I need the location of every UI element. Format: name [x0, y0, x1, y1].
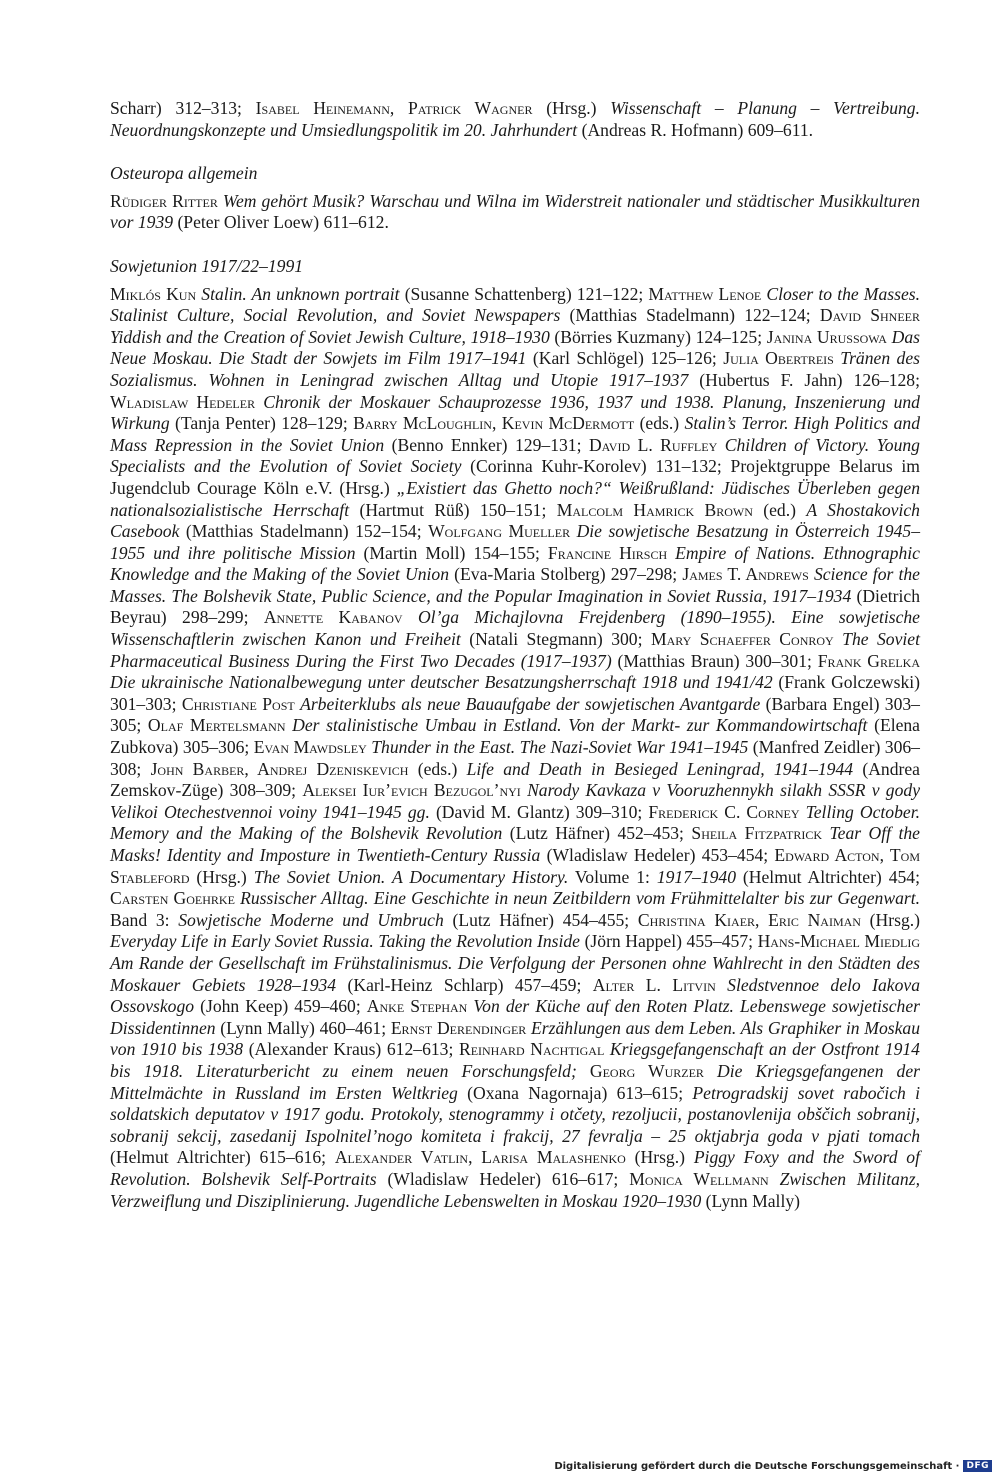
author-name: Wladislaw Hedeler — [110, 391, 256, 412]
author-name: Mary Schaeffer Conroy — [650, 629, 834, 650]
book-title: Das Neue Moskau. Die Stadt der Sowjets im Film 1917–1941 — [110, 326, 920, 369]
citation-text: (John Keep) 459–460; — [194, 996, 367, 1017]
author-name: Anke Stephan — [366, 996, 468, 1017]
citation-text: (Lutz Häfner) 452–453; — [502, 823, 692, 844]
citation-text: (Hrsg.) — [860, 909, 920, 930]
book-title: Tränen des Sozialismus. Wohnen in Leningrad zwischen Alltag und Utopie 1917–1937 — [110, 348, 921, 390]
book-title: Empire of Nations. Ethnographic Knowledge and the Making of the Soviet Union — [110, 542, 920, 585]
author-name: Annette Kabanov — [263, 607, 403, 628]
citation-text: (Helmut Altrichter) 615–616; — [110, 1147, 335, 1168]
citation-text: (Manfred Zeidler) 306–308; — [110, 737, 920, 779]
section-heading-osteuropa-allgemein: Osteuropa allgemein — [110, 163, 258, 184]
citation-text — [667, 543, 675, 563]
citation-text — [716, 975, 727, 995]
author-name: Alter L. Litvin — [592, 974, 716, 995]
citation-text: (Lutz Häfner) 454–455; — [443, 909, 638, 930]
author-name: David Shneer — [819, 305, 920, 326]
book-title: Closer to the Masses. Stalinist Culture, Social Revolution, and Soviet Newspapers — [110, 283, 921, 326]
paragraph-osteuropa-allgemein — [110, 191, 920, 234]
author-name: Miklós Kun — [110, 283, 197, 304]
author-name: Janina Urussowa — [766, 326, 887, 347]
book-title: Thunder in the East. The Nazi-Soviet War 1941–1945 — [371, 737, 749, 758]
citation-text: (Corinna Kuhr-Korolev) 131–132; Projektgruppe Belarus im Jugendclub Courage Köln e.V. (Hrsg.) — [110, 456, 920, 498]
citation-text — [403, 607, 418, 627]
author-name: Isabel Heinemann, Patrick Wagner — [255, 98, 533, 118]
citation-text: (Natali Stegmann) 300; — [460, 629, 651, 650]
citation-text — [769, 1169, 780, 1189]
citation-text: (Andrea Zemskov-Züge) 308–309; — [110, 758, 920, 801]
book-title: Kriegsgefangenschaft an der Ostfront 1914 bis 1918. Literaturbericht zu einem neuen Forschungsfeld; — [110, 1039, 920, 1081]
author-name: Monica Wellmann — [629, 1168, 769, 1189]
book-title: Petrogradskij sovet rabočich i soldatskich deputatov v 1917 godu. Protokoly, stenogrammy i otčety, rezoljucii, postanovlenija obščich sobranij, sobranij sekcij, zasedanij Ispolnitel’nogo komiteta i frakcij, 27 fevralja – 25 oktjabrja goda v pjati tomach — [110, 1082, 920, 1146]
author-name: Wolfgang Mueller — [428, 521, 571, 542]
citation-text — [704, 1061, 717, 1081]
document-page — [110, 98, 920, 1212]
author-name: Christina Kiaer, Eric Naiman — [637, 909, 861, 930]
book-title: Life and Death in Besieged Leningrad, 1941–1944 — [466, 758, 854, 779]
book-title: Ol’ga Michajlovna Frejdenberg (1890–1955). Eine sowjetische Wissenschaftlerin zwischen Kanon und Freiheit — [110, 607, 920, 650]
author-name: Frederick C. Corney — [648, 801, 800, 822]
author-name: Carsten Goehrke — [110, 888, 235, 909]
citation-text: (Hrsg.) — [532, 98, 611, 118]
citation-text: (Hrsg.) — [189, 866, 254, 887]
citation-text: (Matthias Stadelmann) 122–124; — [560, 305, 820, 326]
citation-text: (Andreas R. Hofmann) 609–611. — [577, 119, 814, 140]
citation-text: (Martin Moll) 154–155; — [355, 542, 548, 563]
citation-text: (Wladislaw Hedeler) 616–617; — [376, 1168, 630, 1189]
citation-text: (Dietrich Beyrau) 298–299; — [110, 585, 920, 628]
book-title: Am Rande der Gesellschaft im Frühstalinismus. Die Verfolgung der Personen ohne Wahlrecht in den Städten des Moskauer Gebiets 1928–1934 — [110, 952, 920, 995]
book-title: A Shostakovich Casebook — [110, 499, 920, 542]
footer-credit-text: Digitalisierung gefördert durch die Deutsche Forschungsgemeinschaft · — [554, 1460, 960, 1472]
book-title: Sledstvennoe delo Iakova Ossovskogo — [110, 974, 920, 1017]
citation-text: (Jörn Happel) 455–457; — [580, 931, 758, 952]
citation-text: (Hubertus F. Jahn) 126–128; — [688, 369, 920, 390]
author-name: Olaf Mertelsmann — [147, 715, 286, 736]
book-title: Sowjetische Moderne und Umbruch — [178, 909, 444, 930]
book-title: Stalin. An unknown portrait — [201, 283, 400, 304]
book-title: Stalin’s Terror. High Politics and Mass Repression in the Soviet Union — [110, 413, 920, 455]
citation-text: (Frank Golczewski) 301–303; — [110, 672, 920, 714]
citation-text — [577, 1061, 590, 1081]
book-title: Wem gehört Musik? Warschau und Wilna im Widerstreit nationaler und städtischer Musikkulturen vor 1939 — [110, 190, 921, 233]
author-name: James T. Andrews — [682, 564, 809, 585]
citation-text: (Oxana Nagornaja) 613–615; — [457, 1082, 693, 1103]
citation-text — [834, 629, 842, 649]
author-name: John Barber, Andrej Dzeniskevich — [150, 758, 409, 779]
author-name: Rüdiger Ritter — [110, 190, 218, 211]
citation-text: (Matthias Braun) 300–301; — [611, 650, 818, 671]
citation-text: (Alexander Kraus) 612–613; — [243, 1039, 459, 1060]
citation-text: (Peter Oliver Loew) 611–612. — [173, 212, 389, 233]
author-name: Evan Mawdsley — [253, 737, 367, 758]
citation-text: (Matthias Stadelmann) 152–154; — [179, 521, 429, 542]
citation-text: (eds.) — [408, 758, 467, 779]
section-heading-sowjetunion: Sowjetunion 1917/22–1991 — [110, 255, 304, 276]
citation-text: (Lynn Mally) — [701, 1190, 800, 1211]
citation-text: (Hartmut Rüß) 150–151; — [349, 499, 557, 520]
citation-text — [255, 392, 263, 412]
citation-text: (Elena Zubkova) 305–306; — [110, 715, 920, 758]
book-title: Russischer Alltag. Eine Geschichte in neun Zeitbildern vom Frühmittelalter bis zur Gegenwart. — [240, 888, 921, 909]
author-name: Barry McLoughlin, Kevin McDermott — [353, 413, 635, 434]
digitization-footer — [554, 1460, 992, 1472]
author-name: Matthew Lenoe — [648, 283, 762, 304]
book-title: Erzählungen aus dem Leben. Als Graphiker in Moskau von 1910 bis 1938 — [110, 1017, 920, 1060]
book-title: Yiddish and the Creation of Soviet Jewish Culture, 1918–1930 — [110, 326, 550, 347]
author-name: David L. Ruffley — [588, 434, 718, 455]
citation-text: (Barbara Engel) 303–305; — [110, 693, 920, 736]
book-title: Die sowjetische Besatzung in Österreich 1945–1955 und ihre politische Mission — [110, 521, 920, 563]
citation-text: (Susanne Schattenberg) 121–122; — [399, 283, 649, 304]
citation-text: Volume 1: — [568, 866, 657, 887]
author-name: Francine Hirsch — [547, 542, 668, 563]
citation-text — [717, 435, 724, 455]
citation-text: (Hrsg.) — [625, 1147, 694, 1168]
book-title: Zwischen Militanz, Verzweiflung und Disziplinierung. Jugendliche Lebenswelten in Moskau 1920–1930 — [110, 1168, 920, 1211]
book-title: Von der Küche auf den Roten Platz. Lebenswege sowjetischer Dissidentinnen — [110, 996, 920, 1038]
book-title: Wissenschaft – Planung – Vertreibung. Neuordnungskonzepte und Umsiedlungspolitik im 20. Jahrhundert — [110, 98, 920, 140]
author-name: Reinhard Nachtigal — [458, 1039, 605, 1060]
book-title: Children of Victory. Young Specialists and the Evolution of Soviet Society — [110, 434, 920, 477]
paragraph-continuation — [110, 98, 920, 141]
author-name: Hans-Michael Miedlig — [757, 931, 921, 952]
author-name: Ernst Derendinger — [390, 1017, 527, 1038]
book-title: Piggy Foxy and the Sword of Revolution. Bolshevik Self-Portraits — [110, 1147, 920, 1189]
book-title: Chronik der Moskauer Schauprozesse 1936, 1937 und 1938. Planung, Inszenierung und Wirkung — [110, 391, 920, 434]
author-name: Christiane Post — [181, 693, 295, 714]
author-name: Alexander Vatlin, Larisa Malashenko — [334, 1147, 626, 1168]
citation-text: (Karl-Heinz Schlarp) 457–459; — [336, 974, 593, 995]
citation-text: (Wladislaw Hedeler) 453–454; — [540, 845, 775, 865]
citation-text: (Eva-Maria Stolberg) 297–298; — [449, 564, 683, 585]
book-title: Die ukrainische Nationalbewegung unter deutscher Besatzungsherrschaft 1918 und 1941/42 — [110, 672, 773, 693]
book-title: Everyday Life in Early Soviet Russia. Taking the Revolution Inside — [110, 931, 580, 952]
book-title: Science for the Masses. The Bolshevik State, Public Science, and the Popular Imagination in Soviet Russia, 1917–1934 — [110, 564, 920, 606]
citation-text: (Tanja Penter) 128–129; — [169, 413, 354, 434]
citation-text: (Benno Ennker) 129–131; — [384, 434, 589, 455]
paragraph-sowjetunion — [110, 284, 920, 1213]
citation-text: (eds.) — [634, 413, 685, 434]
book-title: Die Kriegsgefangenen der Mittelmächte in Russland im Ersten Weltkrieg — [110, 1060, 921, 1103]
author-name: Georg Wurzer — [589, 1060, 704, 1081]
citation-text: (Karl Schlögel) 125–126; — [526, 348, 724, 369]
book-title: Telling October. Memory and the Making of the Bolshevik Revolution — [110, 801, 920, 844]
author-name: Edward Acton, Tom Stableford — [110, 845, 921, 887]
citation-text: (David M. Glantz) 309–310; — [429, 801, 649, 822]
dfg-logo: DFG — [963, 1460, 992, 1472]
book-title: The Soviet Union. A Documentary History. — [253, 866, 569, 887]
book-title: Der stalinistische Umbau in Estland. Von der Markt- zur Kommandowirtschaft — [292, 715, 868, 736]
book-title: The Soviet Pharmaceutical Business During the First Two Decades (1917–1937) — [110, 629, 920, 671]
citation-text: Band 3: — [110, 909, 179, 930]
citation-text: Scharr) 312–313; — [110, 98, 256, 118]
author-name: Frank Grelka — [817, 650, 921, 671]
author-name: Sheila Fitzpatrick — [691, 823, 822, 844]
author-name: Julia Obertreis — [723, 348, 834, 369]
citation-text: (Börries Kuzmany) 124–125; — [549, 326, 767, 347]
citation-text: (Lynn Mally) 460–461; — [215, 1017, 391, 1038]
book-title: „Existiert das Ghetto noch?“ Weißrußland: Jüdisches Überleben gegen nationalsozialistische Herrschaft — [110, 477, 920, 520]
citation-text: (Helmut Altrichter) 454; — [736, 866, 920, 887]
author-name: Aleksei Iur’evich Bezugol’nyi — [302, 780, 521, 801]
citation-text: (ed.) — [752, 499, 807, 520]
book-title: Arbeiterklubs als neue Bauaufgabe der sowjetischen Avantgarde — [300, 693, 761, 714]
book-title: Tear Off the Masks! Identity and Imposture in Twentieth-Century Russia — [110, 823, 920, 865]
book-title: Narody Kavkaza v Vooruzhennykh silakh SSSR v gody Velikoi Otechestvennoi voiny 1941–1945 gg. — [110, 780, 920, 822]
author-name: Malcolm Hamrick Brown — [556, 499, 753, 520]
book-title: 1917–1940 — [656, 866, 736, 887]
